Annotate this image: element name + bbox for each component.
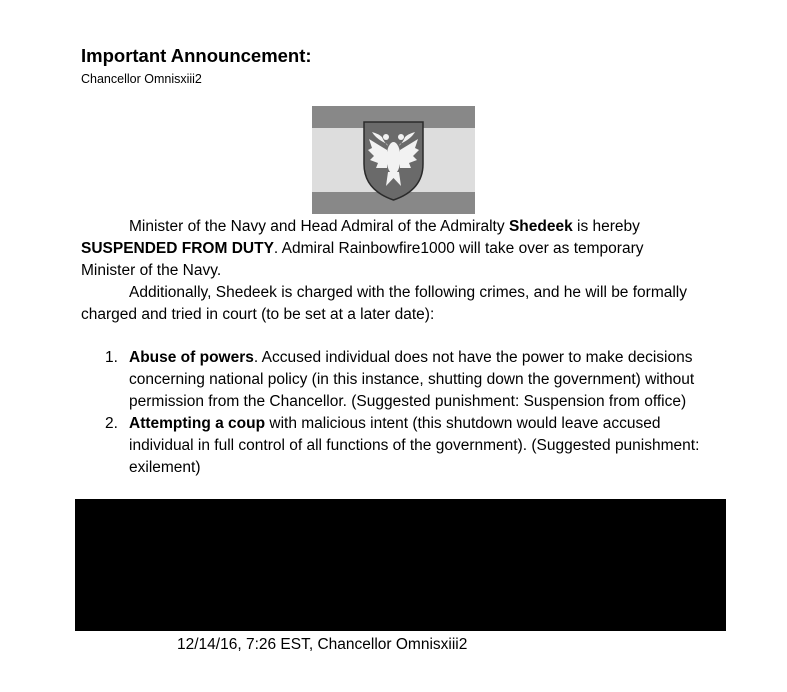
crime-description: . Accused individual does not have the power to make decisions concerning national policy (in this instance, shutting down the government) without permission from the Chancellor. (Suggested punishment: Suspension from office): [129, 349, 695, 410]
crime-number: 1.: [105, 349, 118, 366]
redaction-block: [75, 499, 726, 631]
crime-item: [81, 413, 701, 479]
crimes-list: [81, 347, 701, 479]
announcement-body: [81, 216, 701, 326]
crime-heading: Abuse of powers: [129, 349, 254, 366]
announcement-title: Important Announcement:: [81, 45, 312, 66]
crime-description: with malicious intent (this shutdown would leave accused individual in full control of all functions of the government). (Suggested punishment: exilement): [129, 415, 700, 476]
crime-heading: Attempting a coup: [129, 415, 266, 432]
suspension-notice: SUSPENDED FROM DUTY: [81, 240, 274, 257]
suspension-paragraph: Minister of the Navy and Head Admiral of the Admiralty Shedeek is hereby SUSPENDED FROM DUTY. Admiral Rainbowfire1000 will take over as temporary Minister of the Navy.: [81, 218, 644, 279]
accused-name: Shedeek: [508, 218, 573, 235]
author-line: Chancellor Omnisxiii2: [81, 72, 202, 86]
flag-image: [312, 106, 475, 214]
signature-line: 12/14/16, 7:26 EST, Chancellor Omnisxiii2: [177, 636, 468, 653]
crime-item: [81, 347, 701, 413]
crime-number: 2.: [105, 415, 118, 432]
charges-paragraph: Additionally, Shedeek is charged with the following crimes, and he will be formally charged and tried in court (to be set at a later date):: [81, 284, 687, 323]
